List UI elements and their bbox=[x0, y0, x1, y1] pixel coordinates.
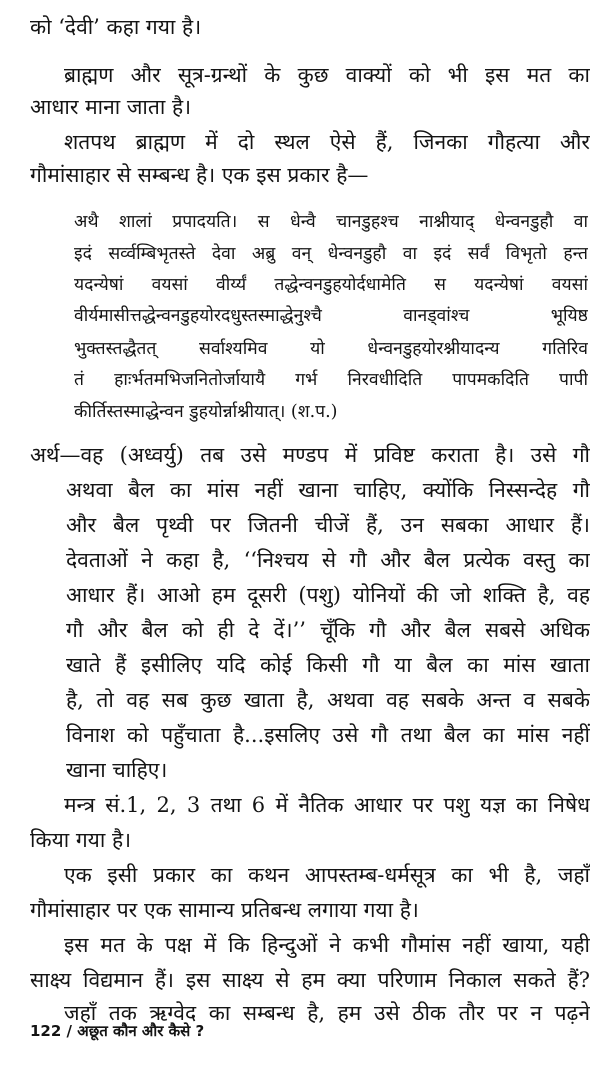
text-line: किया गया है। bbox=[30, 828, 132, 852]
text-line: मन्त्र सं.1, 2, 3 तथा 6 में नैतिक आधार पर पशु यज्ञ का निषेध bbox=[64, 793, 590, 817]
text-line: इस मत के पक्ष में कि हिन्दुओं ने कभी गौमांस नहीं खाया, यही bbox=[64, 933, 590, 957]
text-line: अर्थ—वह (अध्वर्यु) तब उसे मण्डप में प्रविष्ट कराता है। उसे गौ bbox=[30, 443, 590, 467]
quote-line: कीर्तिस्तस्माद्धेन्वन डुहयोर्न्नाश्नीयात्। (श.प.) bbox=[74, 402, 338, 422]
text-line: को ‘देवी’ कहा गया है। bbox=[30, 15, 202, 39]
text-line: साक्ष्य विद्यमान हैं। इस साक्ष्य से हम क्या परिणाम निकाल सकते हैं? bbox=[30, 968, 590, 992]
quote-line: यदन्येषां वयसां वीर्य्यं तद्धेन्वनडुहयोर्दधामेति स यदन्येषां वयसां bbox=[74, 275, 588, 295]
text-line: गौमांसाहार से सम्बन्ध है। एक इस प्रकार है— bbox=[30, 163, 369, 187]
text-line: और बैल पृथ्वी पर जितनी चीजें हैं, उन सबका आधार हैं। bbox=[66, 513, 590, 537]
quote-line: तं हाःर्भतमभिजनितोर्जायायै गर्भ निरवधीदिति पापमकदिति पापी bbox=[74, 370, 588, 390]
text-line: आधार माना जाता है। bbox=[30, 95, 192, 119]
text-line: आधार हैं। आओ हम दूसरी (पशु) योनियों की जो शक्ति है, वह bbox=[66, 583, 590, 607]
page-footer: 122 / अछूत कौन और कैसे ? bbox=[30, 1022, 205, 1040]
text-line: जहाँ तक ऋग्वेद का सम्बन्ध है, हम उसे ठीक तौर पर न पढ़ने bbox=[64, 1001, 590, 1025]
quote-line: भुक्तस्तद्धैतत् सर्वाश्यमिव यो धेन्वनडुहयोरश्नीयादन्य गतिरिव bbox=[74, 339, 588, 359]
text-line: है, तो वह सब कुछ खाता है, अथवा वह सबके अन्त व सबके bbox=[66, 688, 590, 712]
text-line: विनाश को पहुँचाता है...इसलिए उसे गौ तथा बैल का मांस नहीं bbox=[66, 723, 590, 747]
text-line: एक इसी प्रकार का कथन आपस्तम्ब-धर्मसूत्र का भी है, जहाँ bbox=[64, 863, 590, 887]
text-line: खाना चाहिए। bbox=[66, 758, 168, 782]
text-line: शतपथ ब्राह्मण में दो स्थल ऐसे हैं, जिनका गौहत्या और bbox=[64, 130, 590, 154]
text-line: गौ और बैल को ही दे दें।’’ चूँकि गौ और बैल सबसे अधिक bbox=[66, 618, 590, 642]
text-line: ब्राह्मण और सूत्र-ग्रन्थों के कुछ वाक्यों को भी इस मत का bbox=[64, 63, 590, 87]
quote-line: अथै शालां प्रपादयति। स धेन्वै चानडुहश्च नाश्नीयाद् धेन्वनडुहौ वा bbox=[74, 212, 588, 232]
text-line: गौमांसाहार पर एक सामान्य प्रतिबन्ध लगाया गया है। bbox=[30, 898, 419, 922]
text-line: खाते हैं इसीलिए यदि कोई किसी गौ या बैल का मांस खाता bbox=[66, 653, 590, 677]
text-line: अथवा बैल का मांस नहीं खाना चाहिए, क्योंकि निस्सन्देह गौ bbox=[66, 478, 590, 502]
quote-line: वीर्यमासीत्तद्धेन्वनडुहयोरदधुस्तस्माद्धेनुश्चै वानड्वांश्च भूयिष्ठ bbox=[74, 306, 588, 326]
quote-line: इदं सर्व्वम्बिभृतस्ते देवा अब्रु वन् धेन्वनडुहौ वा इदं सर्वं विभृतो हन्त bbox=[74, 244, 588, 264]
text-line: देवताओं ने कहा है, ‘‘निश्चय से गौ और बैल प्रत्येक वस्तु का bbox=[66, 548, 590, 572]
